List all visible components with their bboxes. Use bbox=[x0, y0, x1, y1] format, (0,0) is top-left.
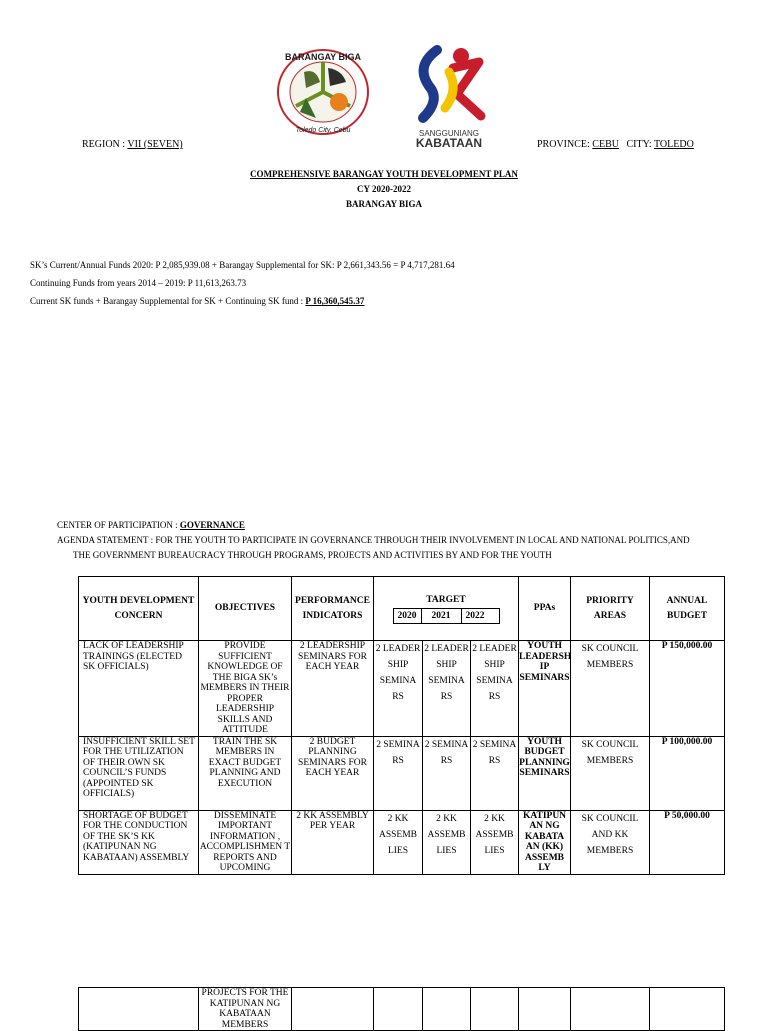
funds-line-3 bbox=[30, 296, 364, 306]
row-concern: SHORTAGE OF BUDGET FOR THE CONDUCTION OF THE SK’S KK (KATIPUNAN NG KABATAAN) ASSEMBLY bbox=[79, 810, 199, 874]
province-label: PROVINCE: bbox=[537, 139, 590, 150]
row-target-2022: 2 SEMINA RS bbox=[471, 736, 519, 810]
plan-barangay: BARANGAY BIGA bbox=[345, 199, 423, 209]
table-row bbox=[79, 641, 725, 737]
header-priority: PRIORITY AREAS bbox=[571, 577, 650, 641]
row-priority: SK COUNCIL AND KK MEMBERS bbox=[571, 810, 650, 874]
row-target-2020: 2 SEMINA RS bbox=[374, 736, 423, 810]
row-target-2020 bbox=[374, 988, 423, 1031]
svg-text:BARANGAY BIGA: BARANGAY BIGA bbox=[284, 52, 362, 62]
province-city-line bbox=[537, 139, 694, 150]
plan-title: COMPREHENSIVE BARANGAY YOUTH DEVELOPMENT PLAN bbox=[250, 169, 518, 179]
table-row bbox=[79, 810, 725, 874]
row-priority bbox=[571, 988, 650, 1031]
region-label: REGION : bbox=[82, 139, 126, 150]
table-row bbox=[79, 736, 725, 810]
header-target bbox=[374, 577, 519, 641]
svg-text:Toledo City, Cebu: Toledo City, Cebu bbox=[295, 127, 351, 134]
row-indicator: 2 KK ASSEMBLY PER YEAR bbox=[292, 810, 374, 874]
funds-total-value: P 16,360,545.37 bbox=[305, 296, 365, 306]
table-row bbox=[79, 988, 725, 1031]
header-objectives: OBJECTIVES bbox=[199, 577, 292, 641]
row-target-2022 bbox=[471, 988, 519, 1031]
header-concern: YOUTH DEVELOPMENT CONCERN bbox=[79, 577, 199, 641]
table-header-row bbox=[79, 577, 725, 641]
barangay-biga-seal bbox=[276, 48, 370, 136]
svg-text:KABATAAN: KABATAAN bbox=[415, 136, 483, 150]
row-ppa bbox=[519, 988, 571, 1031]
header-ppas: PPAs bbox=[519, 577, 571, 641]
row-budget: P 150,000.00 bbox=[650, 641, 725, 737]
row-target-2022: 2 KK ASSEMB LIES bbox=[471, 810, 519, 874]
row-target-2021: 2 KK ASSEMB LIES bbox=[423, 810, 471, 874]
row-objective: TRAIN THE SK MEMBERS IN EXACT BUDGET PLANNING AND EXECUTION bbox=[199, 736, 292, 810]
sangguniang-kabataan-logo bbox=[409, 42, 493, 150]
row-objective: DISSEMINATE IMPORTANT INFORMATION , ACCOMPLISHMEN T REPORTS AND UPCOMING bbox=[199, 810, 291, 873]
development-plan-table bbox=[78, 576, 725, 875]
center-label: CENTER OF PARTICIPATION : bbox=[57, 520, 178, 530]
header-year-2022: 2022 bbox=[461, 609, 499, 624]
center-value: GOVERNANCE bbox=[179, 520, 245, 530]
funds-total-label: Current SK funds + Barangay Supplemental for SK + Continuing SK fund : bbox=[30, 296, 304, 306]
header-year-2021: 2021 bbox=[421, 609, 461, 624]
row-ppa: YOUTH BUDGET PLANNING SEMINARS bbox=[519, 736, 571, 810]
region-line bbox=[82, 139, 183, 150]
target-years bbox=[393, 608, 500, 624]
row-target-2022: 2 LEADER SHIP SEMINA RS bbox=[471, 641, 519, 737]
row-budget bbox=[650, 988, 725, 1031]
agenda-statement-line-1: AGENDA STATEMENT : FOR THE YOUTH TO PARTICIPATE IN GOVERNANCE THROUGH THEIR INVOLVEMENT IN LOCAL AND NATIONAL POLITICS,AND bbox=[57, 535, 690, 545]
header-target-label: TARGET bbox=[426, 595, 466, 605]
row-target-2021: 2 SEMINA RS bbox=[423, 736, 471, 810]
header-budget: ANNUAL BUDGET bbox=[650, 577, 725, 641]
province-value: CEBU bbox=[592, 139, 619, 150]
header-year-2020: 2020 bbox=[393, 609, 421, 624]
continuation-table bbox=[78, 987, 725, 1031]
funds-line-1: SK’s Current/Annual Funds 2020: P 2,085,939.08 + Barangay Supplemental for SK: P 2,661,343.56 = P 4,717,281.64 bbox=[30, 260, 455, 270]
row-objective: PROVIDE SUFFICIENT KNOWLEDGE OF THE BIGA SK’s MEMBERS IN THEIR PROPER LEADERSHIP SKILLS AND ATTITUDE bbox=[200, 641, 290, 735]
svg-text:SANGGUNIANG: SANGGUNIANG bbox=[418, 129, 480, 138]
row-ppa: KATIPUN AN NG KABATA AN (KK) ASSEMB LY bbox=[519, 810, 571, 874]
city-value: TOLEDO bbox=[654, 139, 694, 150]
row-concern: LACK OF LEADERSHIP TRAININGS (ELECTED SK OFFICIALS) bbox=[79, 641, 199, 737]
row-target-2020: 2 KK ASSEMB LIES bbox=[374, 810, 423, 874]
row-target-2021: 2 LEADER SHIP SEMINA RS bbox=[423, 641, 471, 737]
row-priority: SK COUNCIL MEMBERS bbox=[571, 736, 650, 810]
region-value: VII (SEVEN) bbox=[127, 139, 183, 150]
row-target-2021 bbox=[423, 988, 471, 1031]
plan-year: CY 2020-2022 bbox=[357, 184, 411, 194]
row-concern: INSUFFICIENT SKILL SET FOR THE UTILIZATION OF THEIR OWN SK COUNCIL’S FUNDS (APPOINTED SK OFFICIALS) bbox=[79, 736, 199, 810]
row-indicator bbox=[292, 988, 374, 1031]
city-label: CITY: bbox=[626, 139, 652, 150]
row-indicator: 2 LEADERSHIP SEMINARS FOR EACH YEAR bbox=[292, 641, 374, 737]
row-target-2020: 2 LEADER SHIP SEMINA RS bbox=[374, 641, 423, 737]
row-indicator: 2 BUDGET PLANNING SEMINARS FOR EACH YEAR bbox=[292, 736, 374, 810]
row-budget: P 50,000.00 bbox=[650, 810, 725, 874]
funds-line-2: Continuing Funds from years 2014 – 2019: P 11,613,263.73 bbox=[30, 278, 247, 288]
agenda-statement-line-2: THE GOVERNMENT BUREAUCRACY THROUGH PROGRAMS, PROJECTS AND ACTIVITIES BY AND FOR THE YOUTH bbox=[73, 550, 552, 560]
row-ppa: YOUTH LEADERSH IP SEMINARS bbox=[519, 641, 571, 737]
row-concern bbox=[79, 988, 199, 1031]
row-objective: PROJECTS FOR THE KATIPUNAN NG KABATAAN MEMBERS bbox=[199, 988, 292, 1031]
row-budget: P 100,000.00 bbox=[650, 736, 725, 810]
row-priority: SK COUNCIL MEMBERS bbox=[571, 641, 650, 737]
header-indicators: PERFORMANCE INDICATORS bbox=[292, 577, 374, 641]
center-of-participation bbox=[57, 520, 245, 530]
